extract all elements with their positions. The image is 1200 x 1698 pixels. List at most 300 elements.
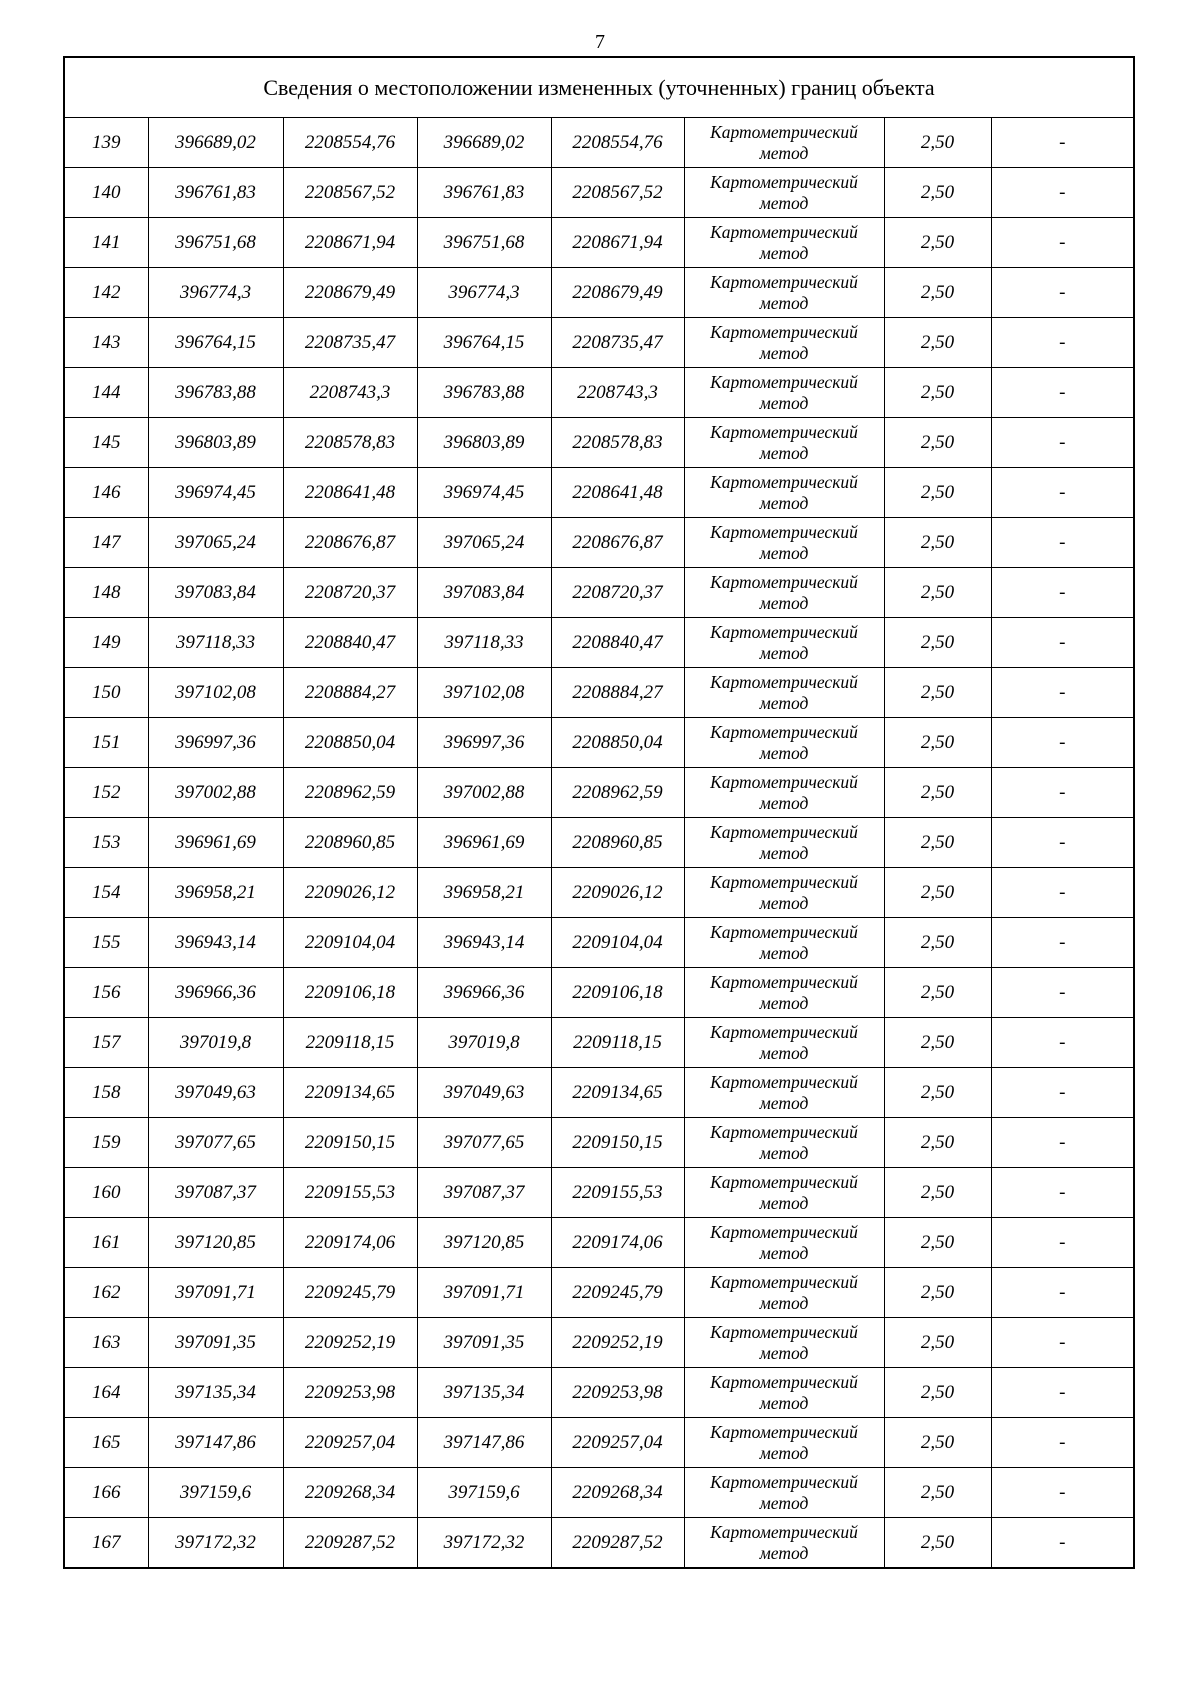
method-line1: Картометрический [710, 721, 858, 742]
y-old-cell: 2209253,98 [283, 1368, 417, 1418]
table-row [64, 1318, 1134, 1368]
method-line2: метод [759, 442, 809, 463]
method-line1: Картометрический [710, 571, 858, 592]
point-number-cell: 158 [64, 1068, 148, 1118]
y-old-cell: 2209268,34 [283, 1468, 417, 1518]
description-cell: - [991, 918, 1134, 968]
table-row [64, 218, 1134, 268]
accuracy-cell: 2,50 [884, 1418, 991, 1468]
method-cell [684, 468, 884, 518]
description-cell: - [991, 668, 1134, 718]
x-old-cell: 396943,14 [148, 918, 283, 968]
y-old-cell: 2209155,53 [283, 1168, 417, 1218]
x-old-cell: 396803,89 [148, 418, 283, 468]
point-number-cell: 161 [64, 1218, 148, 1268]
method-line1: Картометрический [710, 1071, 858, 1092]
x-new-cell: 397002,88 [417, 768, 551, 818]
y-old-cell: 2209287,52 [283, 1518, 417, 1569]
x-new-cell: 397147,86 [417, 1418, 551, 1468]
point-number-cell: 157 [64, 1018, 148, 1068]
method-cell [684, 1318, 884, 1368]
accuracy-cell: 2,50 [884, 1118, 991, 1168]
method-line1: Картометрический [710, 1271, 858, 1292]
x-old-cell: 397083,84 [148, 568, 283, 618]
point-number-cell: 155 [64, 918, 148, 968]
table-row [64, 318, 1134, 368]
accuracy-cell: 2,50 [884, 668, 991, 718]
table-row [64, 968, 1134, 1018]
method-line2: метод [759, 492, 809, 513]
point-number-cell: 143 [64, 318, 148, 368]
description-cell: - [991, 1468, 1134, 1518]
y-old-cell: 2208554,76 [283, 118, 417, 168]
table-row [64, 1468, 1134, 1518]
method-line1: Картометрический [710, 1021, 858, 1042]
y-new-cell: 2209106,18 [551, 968, 684, 1018]
method-cell [684, 418, 884, 468]
y-old-cell: 2208720,37 [283, 568, 417, 618]
method-line2: метод [759, 342, 809, 363]
x-new-cell: 397118,33 [417, 618, 551, 668]
x-old-cell: 396997,36 [148, 718, 283, 768]
method-line1: Картометрический [710, 1421, 858, 1442]
x-old-cell: 397049,63 [148, 1068, 283, 1118]
point-number-cell: 150 [64, 668, 148, 718]
table-row [64, 468, 1134, 518]
page-number: 7 [595, 31, 605, 53]
method-line2: метод [759, 942, 809, 963]
point-number-cell: 166 [64, 1468, 148, 1518]
accuracy-cell: 2,50 [884, 1068, 991, 1118]
method-line2: метод [759, 1342, 809, 1363]
accuracy-cell: 2,50 [884, 568, 991, 618]
y-old-cell: 2209252,19 [283, 1318, 417, 1368]
y-new-cell: 2208720,37 [551, 568, 684, 618]
method-cell [684, 268, 884, 318]
y-new-cell: 2208671,94 [551, 218, 684, 268]
x-new-cell: 397120,85 [417, 1218, 551, 1268]
y-old-cell: 2209257,04 [283, 1418, 417, 1468]
x-old-cell: 396974,45 [148, 468, 283, 518]
point-number-cell: 145 [64, 418, 148, 468]
method-cell [684, 368, 884, 418]
method-line2: метод [759, 192, 809, 213]
table-row [64, 668, 1134, 718]
accuracy-cell: 2,50 [884, 1468, 991, 1518]
method-line1: Картометрический [710, 971, 858, 992]
accuracy-cell: 2,50 [884, 1218, 991, 1268]
y-new-cell: 2208960,85 [551, 818, 684, 868]
table-row [64, 868, 1134, 918]
y-new-cell: 2208679,49 [551, 268, 684, 318]
method-line1: Картометрический [710, 221, 858, 242]
method-line2: метод [759, 242, 809, 263]
x-old-cell: 397118,33 [148, 618, 283, 668]
method-line2: метод [759, 1442, 809, 1463]
table-row [64, 1418, 1134, 1468]
point-number-cell: 139 [64, 118, 148, 168]
point-number-cell: 144 [64, 368, 148, 418]
y-old-cell: 2209118,15 [283, 1018, 417, 1068]
y-new-cell: 2209245,79 [551, 1268, 684, 1318]
point-number-cell: 156 [64, 968, 148, 1018]
method-line2: метод [759, 1392, 809, 1413]
table-row [64, 618, 1134, 668]
table-row [64, 168, 1134, 218]
method-line1: Картометрический [710, 121, 858, 142]
method-line1: Картометрический [710, 521, 858, 542]
accuracy-cell: 2,50 [884, 418, 991, 468]
y-old-cell: 2208567,52 [283, 168, 417, 218]
y-new-cell: 2208962,59 [551, 768, 684, 818]
method-line1: Картометрический [710, 271, 858, 292]
method-line2: метод [759, 992, 809, 1013]
accuracy-cell: 2,50 [884, 868, 991, 918]
x-old-cell: 397087,37 [148, 1168, 283, 1218]
x-old-cell: 396783,88 [148, 368, 283, 418]
accuracy-cell: 2,50 [884, 1518, 991, 1569]
point-number-cell: 141 [64, 218, 148, 268]
x-new-cell: 397065,24 [417, 518, 551, 568]
description-cell: - [991, 118, 1134, 168]
description-cell: - [991, 768, 1134, 818]
method-line1: Картометрический [710, 1121, 858, 1142]
method-line1: Картометрический [710, 371, 858, 392]
x-new-cell: 397077,65 [417, 1118, 551, 1168]
description-cell: - [991, 1168, 1134, 1218]
y-new-cell: 2208735,47 [551, 318, 684, 368]
point-number-cell: 154 [64, 868, 148, 918]
method-cell [684, 1018, 884, 1068]
method-line1: Картометрический [710, 1521, 858, 1542]
method-line2: метод [759, 692, 809, 713]
method-line1: Картометрический [710, 471, 858, 492]
y-old-cell: 2209026,12 [283, 868, 417, 918]
method-line1: Картометрический [710, 821, 858, 842]
y-new-cell: 2208554,76 [551, 118, 684, 168]
description-cell: - [991, 418, 1134, 468]
point-number-cell: 152 [64, 768, 148, 818]
table-row [64, 1068, 1134, 1118]
table-row [64, 418, 1134, 468]
method-line2: метод [759, 292, 809, 313]
x-new-cell: 397019,8 [417, 1018, 551, 1068]
y-new-cell: 2208850,04 [551, 718, 684, 768]
table-row [64, 368, 1134, 418]
method-line2: метод [759, 142, 809, 163]
method-cell [684, 868, 884, 918]
method-cell [684, 1118, 884, 1168]
x-new-cell: 396803,89 [417, 418, 551, 468]
method-line1: Картометрический [710, 1171, 858, 1192]
y-old-cell: 2208735,47 [283, 318, 417, 368]
x-new-cell: 396761,83 [417, 168, 551, 218]
x-new-cell: 396958,21 [417, 868, 551, 918]
method-cell [684, 618, 884, 668]
description-cell: - [991, 1418, 1134, 1468]
y-new-cell: 2209268,34 [551, 1468, 684, 1518]
description-cell: - [991, 1068, 1134, 1118]
method-cell [684, 718, 884, 768]
accuracy-cell: 2,50 [884, 968, 991, 1018]
method-line1: Картометрический [710, 1321, 858, 1342]
method-cell [684, 1268, 884, 1318]
method-cell [684, 168, 884, 218]
accuracy-cell: 2,50 [884, 1268, 991, 1318]
y-old-cell: 2208743,3 [283, 368, 417, 418]
method-line1: Картометрический [710, 1471, 858, 1492]
method-line2: метод [759, 1492, 809, 1513]
method-line2: метод [759, 742, 809, 763]
point-number-cell: 148 [64, 568, 148, 618]
table-row [64, 1518, 1134, 1569]
y-old-cell: 2209245,79 [283, 1268, 417, 1318]
x-old-cell: 397065,24 [148, 518, 283, 568]
x-old-cell: 396761,83 [148, 168, 283, 218]
description-cell: - [991, 568, 1134, 618]
y-old-cell: 2208960,85 [283, 818, 417, 868]
description-cell: - [991, 718, 1134, 768]
accuracy-cell: 2,50 [884, 1168, 991, 1218]
x-old-cell: 396764,15 [148, 318, 283, 368]
x-new-cell: 397083,84 [417, 568, 551, 618]
table-row [64, 1268, 1134, 1318]
method-line1: Картометрический [710, 321, 858, 342]
y-new-cell: 2209104,04 [551, 918, 684, 968]
x-new-cell: 397135,34 [417, 1368, 551, 1418]
point-number-cell: 159 [64, 1118, 148, 1168]
y-old-cell: 2208676,87 [283, 518, 417, 568]
point-number-cell: 165 [64, 1418, 148, 1468]
x-old-cell: 397135,34 [148, 1368, 283, 1418]
method-cell [684, 518, 884, 568]
method-line1: Картометрический [710, 621, 858, 642]
method-line2: метод [759, 792, 809, 813]
method-line1: Картометрический [710, 1371, 858, 1392]
table-row [64, 1168, 1134, 1218]
description-cell: - [991, 968, 1134, 1018]
y-new-cell: 2209118,15 [551, 1018, 684, 1068]
x-old-cell: 397120,85 [148, 1218, 283, 1268]
accuracy-cell: 2,50 [884, 1318, 991, 1368]
description-cell: - [991, 1118, 1134, 1168]
table-row [64, 718, 1134, 768]
point-number-cell: 140 [64, 168, 148, 218]
method-line2: метод [759, 1042, 809, 1063]
y-new-cell: 2209155,53 [551, 1168, 684, 1218]
y-new-cell: 2209174,06 [551, 1218, 684, 1268]
y-new-cell: 2209026,12 [551, 868, 684, 918]
table-row [64, 818, 1134, 868]
method-line2: метод [759, 1092, 809, 1113]
y-new-cell: 2208840,47 [551, 618, 684, 668]
description-cell: - [991, 1368, 1134, 1418]
table-row [64, 1118, 1134, 1168]
table-row [64, 918, 1134, 968]
method-cell [684, 918, 884, 968]
x-old-cell: 396751,68 [148, 218, 283, 268]
point-number-cell: 163 [64, 1318, 148, 1368]
x-new-cell: 396961,69 [417, 818, 551, 868]
description-cell: - [991, 168, 1134, 218]
x-new-cell: 397159,6 [417, 1468, 551, 1518]
method-cell [684, 768, 884, 818]
x-new-cell: 396774,3 [417, 268, 551, 318]
accuracy-cell: 2,50 [884, 918, 991, 968]
x-new-cell: 396966,36 [417, 968, 551, 1018]
method-cell [684, 1468, 884, 1518]
accuracy-cell: 2,50 [884, 1018, 991, 1068]
x-old-cell: 397019,8 [148, 1018, 283, 1068]
description-cell: - [991, 818, 1134, 868]
method-line2: метод [759, 392, 809, 413]
accuracy-cell: 2,50 [884, 818, 991, 868]
description-cell: - [991, 1518, 1134, 1569]
x-old-cell: 397102,08 [148, 668, 283, 718]
y-new-cell: 2208641,48 [551, 468, 684, 518]
method-line2: метод [759, 1292, 809, 1313]
method-cell [684, 1368, 884, 1418]
x-old-cell: 397159,6 [148, 1468, 283, 1518]
method-cell [684, 218, 884, 268]
table-row [64, 1368, 1134, 1418]
y-new-cell: 2209150,15 [551, 1118, 684, 1168]
x-new-cell: 397172,32 [417, 1518, 551, 1569]
y-new-cell: 2208676,87 [551, 518, 684, 568]
method-cell [684, 568, 884, 618]
description-cell: - [991, 618, 1134, 668]
method-cell [684, 1218, 884, 1268]
y-new-cell: 2209252,19 [551, 1318, 684, 1368]
table-row [64, 1218, 1134, 1268]
x-old-cell: 397077,65 [148, 1118, 283, 1168]
point-number-cell: 142 [64, 268, 148, 318]
y-new-cell: 2209253,98 [551, 1368, 684, 1418]
y-old-cell: 2209134,65 [283, 1068, 417, 1118]
point-number-cell: 149 [64, 618, 148, 668]
table-row [64, 568, 1134, 618]
method-cell [684, 668, 884, 718]
point-number-cell: 151 [64, 718, 148, 768]
y-old-cell: 2209150,15 [283, 1118, 417, 1168]
point-number-cell: 160 [64, 1168, 148, 1218]
table-row [64, 118, 1134, 168]
x-new-cell: 397087,37 [417, 1168, 551, 1218]
point-number-cell: 153 [64, 818, 148, 868]
point-number-cell: 147 [64, 518, 148, 568]
accuracy-cell: 2,50 [884, 318, 991, 368]
method-line2: метод [759, 892, 809, 913]
y-new-cell: 2208884,27 [551, 668, 684, 718]
x-old-cell: 397002,88 [148, 768, 283, 818]
accuracy-cell: 2,50 [884, 118, 991, 168]
x-new-cell: 396974,45 [417, 468, 551, 518]
description-cell: - [991, 1018, 1134, 1068]
method-line1: Картометрический [710, 421, 858, 442]
method-line1: Картометрический [710, 771, 858, 792]
method-line1: Картометрический [710, 871, 858, 892]
method-cell [684, 1518, 884, 1569]
method-line1: Картометрический [710, 921, 858, 942]
method-line2: метод [759, 542, 809, 563]
method-cell [684, 118, 884, 168]
point-number-cell: 146 [64, 468, 148, 518]
x-old-cell: 396689,02 [148, 118, 283, 168]
method-line1: Картометрический [710, 671, 858, 692]
accuracy-cell: 2,50 [884, 768, 991, 818]
x-new-cell: 397102,08 [417, 668, 551, 718]
point-number-cell: 162 [64, 1268, 148, 1318]
table-title: Сведения о местоположении измененных (уточненных) границ объекта [64, 57, 1134, 118]
x-old-cell: 397172,32 [148, 1518, 283, 1569]
x-new-cell: 396943,14 [417, 918, 551, 968]
x-new-cell: 396764,15 [417, 318, 551, 368]
x-new-cell: 397049,63 [417, 1068, 551, 1118]
y-new-cell: 2208567,52 [551, 168, 684, 218]
description-cell: - [991, 868, 1134, 918]
x-old-cell: 396961,69 [148, 818, 283, 868]
table-row [64, 768, 1134, 818]
description-cell: - [991, 318, 1134, 368]
y-old-cell: 2209104,04 [283, 918, 417, 968]
x-new-cell: 397091,35 [417, 1318, 551, 1368]
y-old-cell: 2208840,47 [283, 618, 417, 668]
method-line2: метод [759, 1192, 809, 1213]
x-new-cell: 396689,02 [417, 118, 551, 168]
accuracy-cell: 2,50 [884, 718, 991, 768]
method-cell [684, 1418, 884, 1468]
description-cell: - [991, 1318, 1134, 1368]
accuracy-cell: 2,50 [884, 168, 991, 218]
table-title-row [64, 57, 1134, 118]
x-old-cell: 397091,35 [148, 1318, 283, 1368]
method-cell [684, 968, 884, 1018]
y-old-cell: 2209106,18 [283, 968, 417, 1018]
method-line2: метод [759, 1142, 809, 1163]
y-new-cell: 2209287,52 [551, 1518, 684, 1569]
x-old-cell: 397147,86 [148, 1418, 283, 1468]
description-cell: - [991, 268, 1134, 318]
table-row [64, 268, 1134, 318]
description-cell: - [991, 218, 1134, 268]
y-new-cell: 2209257,04 [551, 1418, 684, 1468]
accuracy-cell: 2,50 [884, 368, 991, 418]
y-new-cell: 2208743,3 [551, 368, 684, 418]
y-old-cell: 2208850,04 [283, 718, 417, 768]
point-number-cell: 167 [64, 1518, 148, 1569]
method-line2: метод [759, 642, 809, 663]
boundary-coordinates-table [63, 56, 1135, 1569]
method-line2: метод [759, 1542, 809, 1563]
accuracy-cell: 2,50 [884, 218, 991, 268]
x-old-cell: 396774,3 [148, 268, 283, 318]
method-cell [684, 1168, 884, 1218]
y-old-cell: 2208671,94 [283, 218, 417, 268]
accuracy-cell: 2,50 [884, 1368, 991, 1418]
accuracy-cell: 2,50 [884, 518, 991, 568]
accuracy-cell: 2,50 [884, 618, 991, 668]
table-row [64, 1018, 1134, 1068]
x-new-cell: 396997,36 [417, 718, 551, 768]
table-row [64, 518, 1134, 568]
accuracy-cell: 2,50 [884, 268, 991, 318]
x-new-cell: 396751,68 [417, 218, 551, 268]
point-number-cell: 164 [64, 1368, 148, 1418]
description-cell: - [991, 368, 1134, 418]
description-cell: - [991, 1268, 1134, 1318]
x-old-cell: 396966,36 [148, 968, 283, 1018]
method-cell [684, 1068, 884, 1118]
